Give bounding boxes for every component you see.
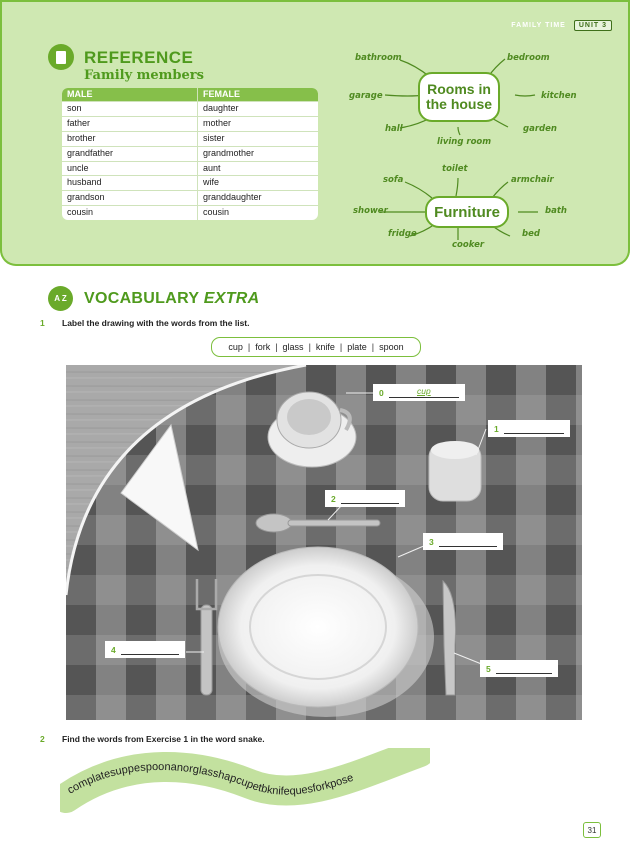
label-number: 1 (494, 424, 499, 434)
word-snake (60, 748, 430, 818)
word-bed: bed (522, 229, 540, 239)
word-bathroom: bathroom (355, 53, 402, 63)
vocabulary-title-main: VOCABULARY (84, 290, 200, 307)
word-shower: shower (353, 206, 388, 216)
table-cell: uncle (62, 162, 198, 176)
label-answer-field[interactable]: cup (389, 387, 459, 398)
section-name: FAMILY TIME (511, 22, 566, 29)
table-cell: cousin (203, 207, 230, 218)
glass-rim (431, 441, 479, 459)
label-box-5 (480, 660, 558, 677)
table-cell: father (62, 117, 198, 131)
word-kitchen: kitchen (541, 91, 577, 101)
label-number: 0 (379, 388, 384, 398)
label-answer-field[interactable] (439, 536, 497, 547)
word-toilet: toilet (442, 164, 468, 174)
word-armchair: armchair (511, 175, 554, 185)
word-list-item: plate (347, 342, 367, 352)
furniture-title: Furniture (434, 203, 500, 221)
exercise2-text: Find the words from Exercise 1 in the word snake. (62, 734, 265, 744)
word-garden: garden (523, 124, 557, 134)
family-table (62, 88, 318, 220)
word-list-item: spoon (379, 342, 404, 352)
table-cell: mother (203, 117, 232, 128)
word-living-room: living room (437, 137, 492, 147)
fork-handle (201, 605, 212, 695)
plate (218, 547, 418, 707)
vocabulary-title-extra: EXTRA (203, 290, 260, 307)
label-answer-field[interactable] (504, 423, 564, 434)
vocabulary-icon: A Z (48, 286, 73, 311)
table-row (62, 116, 318, 131)
cup-inside (287, 399, 331, 435)
reference-title: REFERENCE (84, 48, 194, 67)
label-box-1 (488, 420, 570, 437)
table-row (62, 190, 318, 205)
word-fridge: fridge (388, 229, 417, 239)
exercise2-number: 2 (40, 734, 45, 744)
column-header-female: FEMALE (203, 89, 240, 99)
rooms-title-line1: Rooms in (427, 81, 491, 97)
table-row (62, 161, 318, 176)
exercise1-instruction (40, 318, 250, 328)
table-cell: brother (62, 132, 198, 146)
table-header (62, 88, 318, 101)
exercise1-text: Label the drawing with the words from the list. (62, 318, 250, 328)
document-icon (48, 44, 74, 70)
rooms-title-line2: the house (425, 96, 493, 112)
label-answer-field[interactable] (121, 644, 179, 655)
rooms-bubble (418, 72, 500, 122)
unit-tag (511, 20, 612, 31)
label-answer-field[interactable] (341, 493, 399, 504)
label-answer-field[interactable] (496, 663, 552, 674)
word-garage: garage (349, 91, 383, 101)
table-row (62, 131, 318, 146)
table-cell: aunt (203, 162, 221, 173)
label-box-2 (325, 490, 405, 507)
word-list-item: cup (228, 342, 243, 352)
table-row (62, 101, 318, 116)
snake-text: complatesuppespoonanorglasshapcupetbknifequesforkpose (65, 760, 356, 798)
exercise2-instruction (40, 734, 265, 744)
word-sofa: sofa (383, 175, 404, 185)
word-list-item: knife (315, 342, 335, 352)
table-cell: grandfather (62, 147, 198, 161)
reference-subtitle: Family members (84, 68, 204, 83)
label-box-4 (105, 641, 185, 658)
table-cell: grandson (62, 191, 198, 205)
word-cooker: cooker (452, 240, 485, 250)
spoon-handle (288, 520, 380, 526)
label-box-3 (423, 533, 503, 550)
vocabulary-title (84, 290, 260, 308)
table-cell: sister (203, 132, 225, 143)
table-row (62, 205, 318, 220)
table-cell: grandmother (203, 147, 255, 158)
word-list-item: glass (282, 342, 304, 352)
exercise1-number: 1 (40, 318, 45, 328)
table-row (62, 175, 318, 190)
column-header-male: MALE (62, 88, 198, 101)
table-cell: wife (203, 177, 220, 188)
table-cell: daughter (203, 103, 239, 113)
word-bath: bath (545, 206, 567, 216)
label-number: 3 (429, 537, 434, 547)
spoon-bowl (256, 514, 292, 532)
table-cell: husband (62, 176, 198, 190)
word-bedroom: bedroom (507, 53, 550, 63)
label-number: 5 (486, 664, 491, 674)
word-list-item: fork (255, 342, 271, 352)
label-box-0 (373, 384, 465, 401)
page-number: 31 (583, 822, 601, 838)
word-list-box: cup | fork | glass | knife | plate | spoon (211, 337, 421, 357)
table-row (62, 146, 318, 161)
table-cell: granddaughter (203, 192, 262, 203)
label-number: 2 (331, 494, 336, 504)
unit-badge: UNIT 3 (574, 20, 612, 31)
word-hall: hall (385, 124, 403, 134)
furniture-bubble (425, 196, 509, 228)
table-cell: son (62, 102, 198, 116)
label-number: 4 (111, 645, 116, 655)
table-cell: cousin (62, 206, 198, 220)
